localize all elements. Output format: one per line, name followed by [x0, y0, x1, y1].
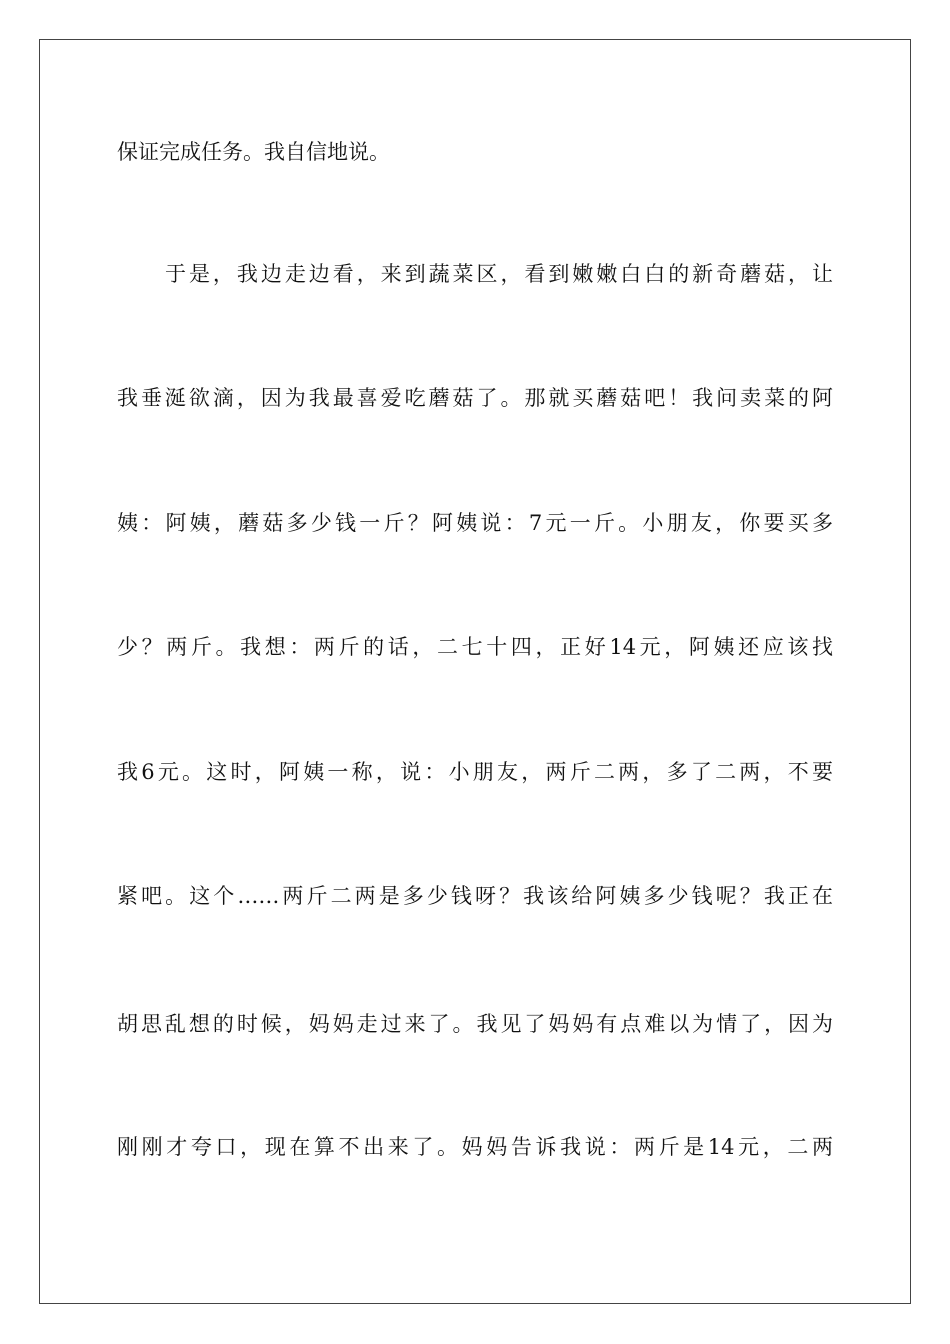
text-line-9: 刚刚才夸口，现在算不出来了。妈妈告诉我说：两斤是14元，二两 — [117, 1135, 833, 1159]
page-border — [39, 39, 911, 1304]
text-line-4: 姨：阿姨，蘑菇多少钱一斤？阿姨说：7元一斤。小朋友，你要买多 — [117, 511, 833, 535]
text-line-2: 于是，我边走边看，来到蔬菜区，看到嫩嫩白白的新奇蘑菇，让 — [165, 262, 833, 286]
text-line-6: 我6元。这时，阿姨一称，说：小朋友，两斤二两，多了二两，不要 — [117, 760, 833, 784]
text-line-5: 少？两斤。我想：两斤的话，二七十四，正好14元，阿姨还应该找 — [117, 635, 833, 659]
text-line-7: 紧吧。这个……两斤二两是多少钱呀？我该给阿姨多少钱呢？我正在 — [117, 884, 833, 908]
text-line-1: 保证完成任务。我自信地说。 — [117, 140, 390, 164]
text-line-3: 我垂涎欲滴，因为我最喜爱吃蘑菇了。那就买蘑菇吧！我问卖菜的阿 — [117, 386, 833, 410]
text-line-8: 胡思乱想的时候，妈妈走过来了。我见了妈妈有点难以为情了，因为 — [117, 1012, 833, 1036]
